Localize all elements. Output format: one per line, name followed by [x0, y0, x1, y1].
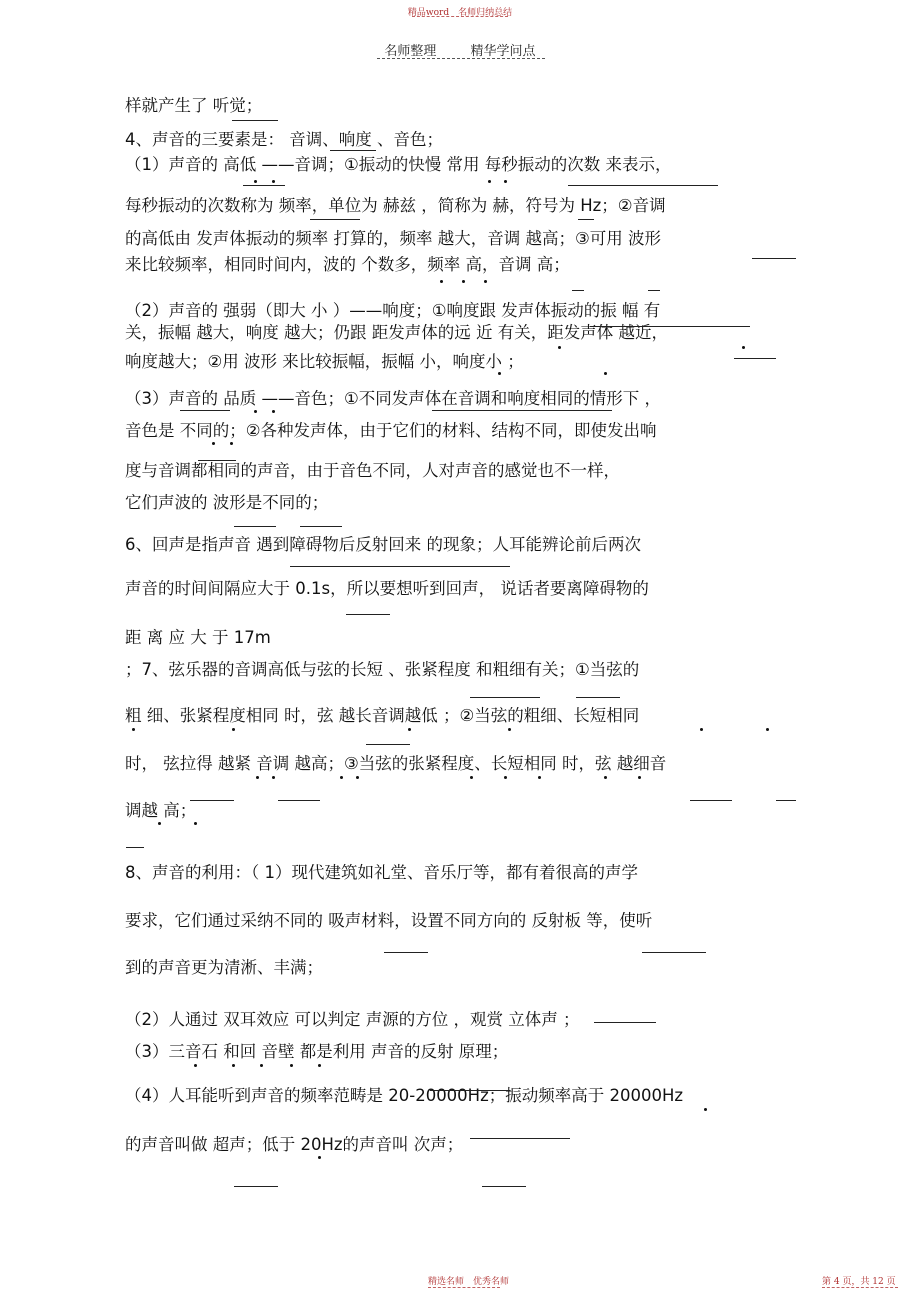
emphasis-dot: [254, 180, 257, 183]
text-line: 到的声音更为清淅、丰满；: [125, 958, 323, 977]
emphasis-dot: [254, 410, 257, 413]
blank-underline: [346, 614, 390, 615]
emphasis-dot: [604, 776, 607, 779]
emphasis-dot: [158, 822, 161, 825]
text-line: （2）人通过 双耳效应 可以判定 声源的方位 ，观赏 立体声 ；: [125, 1010, 580, 1029]
emphasis-dot: [408, 728, 411, 731]
blank-underline: [300, 526, 342, 527]
top-watermark-rule: [412, 16, 508, 17]
text-line: ；7、弦乐器的音调高低与弦的长短 、张紧程度 和粗细有关；①当弦的: [125, 660, 640, 679]
emphasis-dot: [272, 410, 275, 413]
emphasis-dot: [272, 776, 275, 779]
text-line: 样就产生了 听觉；: [125, 96, 263, 115]
emphasis-dot: [194, 822, 197, 825]
blank-underline: [234, 1186, 278, 1187]
emphasis-dot: [638, 776, 641, 779]
blank-underline: [470, 1138, 570, 1139]
text-line: 来比较频率，相同时间内，波的 个数多，频率 高，音调 高；: [125, 255, 570, 274]
blank-underline: [482, 1186, 526, 1187]
emphasis-dot: [230, 442, 233, 445]
emphasis-dot: [504, 180, 507, 183]
emphasis-dot: [260, 1064, 263, 1067]
blank-underline: [310, 219, 360, 220]
text-line: 调越 高；: [125, 801, 197, 820]
blank-underline: [648, 290, 660, 291]
text-line: 时， 弦拉得 越紧 音调 越高；③当弦的张紧程度、长短相同 时，弦 越细音: [125, 754, 667, 773]
text-line: （1）声音的 高低 ——音调；①振动的快慢 常用 每秒振动的次数 来表示，: [125, 155, 672, 174]
text-line: 8、声音的利用：（ 1）现代建筑如礼堂、音乐厅等，都有着很高的声学: [125, 863, 638, 882]
emphasis-dot: [498, 372, 501, 375]
text-line: 音色是 不同的；②各种发声体，由于它们的材料、结构不同，即使发出响: [125, 421, 657, 440]
emphasis-dot: [272, 180, 275, 183]
text-line: 关，振幅 越大，响度 越大；仍跟 距发声体的远 近 有关，距发声体 越近，: [125, 323, 668, 342]
emphasis-dot: [132, 728, 135, 731]
blank-underline: [232, 120, 278, 121]
blank-underline: [190, 800, 234, 801]
blank-underline: [430, 1090, 510, 1091]
emphasis-dot: [232, 1064, 235, 1067]
text-line: （3）声音的 品质 ——音色；①不同发声体在音调和响度相同的情形下 ，: [125, 389, 662, 408]
text-line: （4）人耳能听到声音的频率范畴是 20-20000Hz；振动频率高于 20000Hz: [125, 1086, 684, 1105]
page-header: 名师整理 精华学问点: [384, 44, 536, 59]
blank-underline: [366, 744, 410, 745]
emphasis-dot: [766, 728, 769, 731]
emphasis-dot: [340, 776, 343, 779]
emphasis-dot: [256, 776, 259, 779]
blank-underline: [198, 460, 236, 461]
text-line: 响度越大；②用 波形 来比较振幅，振幅 小，响度小 ；: [125, 352, 524, 371]
text-line: 4、声音的三要素是： 音调、响度 、音色；: [125, 130, 443, 149]
blank-underline: [690, 800, 732, 801]
blank-underline: [290, 566, 510, 567]
emphasis-dot: [488, 180, 491, 183]
blank-underline: [470, 697, 540, 698]
text-line: 的声音叫做 超声；低于 20Hz的声音叫 次声；: [125, 1135, 464, 1154]
footer-left: 精选名师 优秀名师: [428, 1277, 510, 1287]
text-line: （3）三音石 和回 音壁 都是利用 声音的反射 原理；: [125, 1042, 509, 1061]
blank-underline: [234, 526, 276, 527]
blank-underline: [590, 326, 750, 327]
emphasis-dot: [290, 1064, 293, 1067]
emphasis-dot: [440, 280, 443, 283]
emphasis-dot: [212, 442, 215, 445]
emphasis-dot: [504, 776, 507, 779]
blank-underline: [734, 358, 776, 359]
text-line: 度与音调都相同的声音，由于音色不同，人对声音的感觉也不一样，: [125, 461, 620, 480]
blank-underline: [568, 185, 718, 186]
blank-underline: [594, 1022, 656, 1023]
footer-rule: [428, 1287, 500, 1288]
blank-underline: [384, 952, 428, 953]
emphasis-dot: [462, 280, 465, 283]
text-line: 每秒振动的次数称为 频率，单位为 赫兹 ，简称为 赫，符号为 Hz；②音调: [125, 196, 666, 215]
blank-underline: [278, 800, 320, 801]
emphasis-dot: [318, 1156, 321, 1159]
page-number: 第 4 页，共 12 页: [822, 1277, 896, 1287]
top-watermark: 精品word 名师归纳总结: [407, 8, 513, 18]
emphasis-dot: [508, 728, 511, 731]
emphasis-dot: [356, 776, 359, 779]
text-line: （2）声音的 强弱（即大 小 ）——响度；①响度跟 发声体振动的振 幅 有: [125, 301, 661, 320]
blank-underline: [576, 697, 620, 698]
blank-underline: [752, 258, 796, 259]
blank-underline: [126, 847, 144, 848]
blank-underline: [180, 410, 230, 411]
blank-underline: [642, 952, 706, 953]
emphasis-dot: [604, 372, 607, 375]
text-line: 它们声波的 波形是不同的；: [125, 493, 329, 512]
emphasis-dot: [558, 346, 561, 349]
text-line: 要求，它们通过采纳不同的 吸声材料，设置不同方向的 反射板 等，使听: [125, 911, 653, 930]
blank-underline: [432, 410, 612, 411]
emphasis-dot: [232, 728, 235, 731]
text-line: 粗 细、张紧程度相同 时，弦 越长音调越低 ；②当弦的粗细、长短相同: [125, 706, 640, 725]
text-line: 的高低由 发声体振动的频率 打算的，频率 越大，音调 越高；③可用 波形: [125, 229, 662, 248]
blank-underline: [578, 219, 594, 220]
emphasis-dot: [318, 1064, 321, 1067]
text-line: 声音的时间间隔应大于 0.1s，所以要想听到回声， 说话者要离障碍物的: [125, 579, 649, 598]
emphasis-dot: [538, 776, 541, 779]
header-rule: [377, 58, 545, 59]
blank-underline: [243, 185, 285, 186]
blank-underline: [776, 800, 796, 801]
emphasis-dot: [742, 346, 745, 349]
emphasis-dot: [700, 728, 703, 731]
blank-underline: [330, 150, 376, 151]
emphasis-dot: [704, 1108, 707, 1111]
text-line: 6、回声是指声音 遇到障碍物后反射回来 的现象；人耳能辨论前后两次: [125, 535, 641, 554]
emphasis-dot: [484, 280, 487, 283]
emphasis-dot: [470, 776, 473, 779]
blank-underline: [572, 290, 584, 291]
text-line: 距 离 应 大 于 17m: [125, 628, 271, 647]
emphasis-dot: [194, 1064, 197, 1067]
footer-rule: [822, 1287, 898, 1288]
